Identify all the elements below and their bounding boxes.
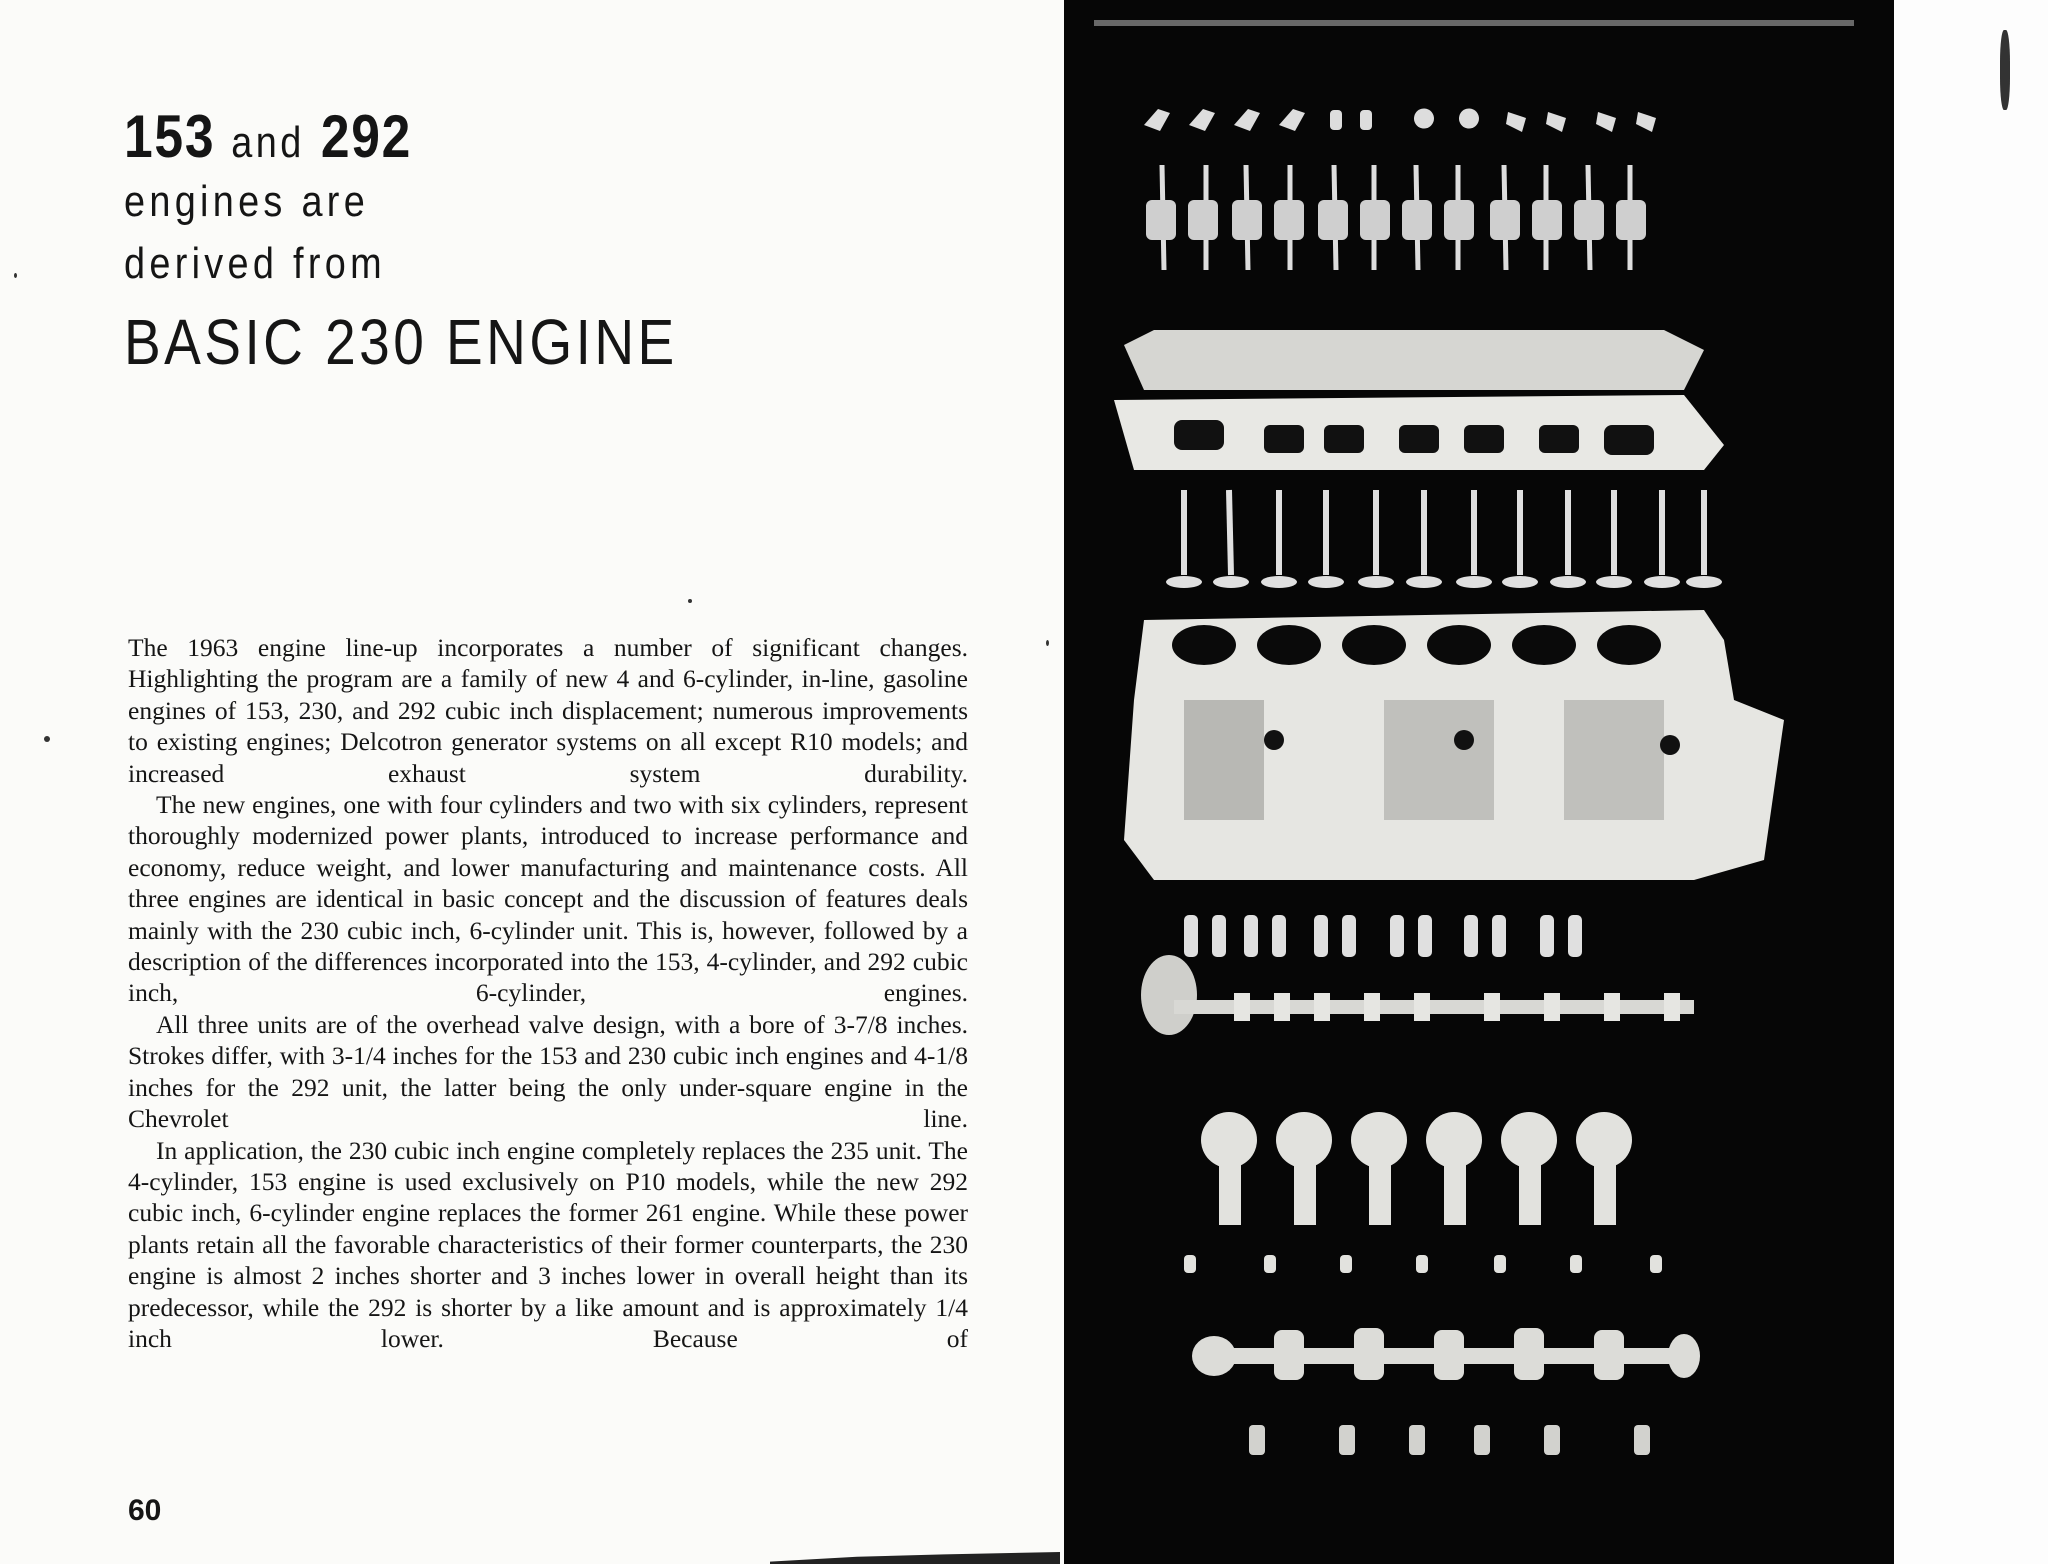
cylinder-head — [1114, 330, 1724, 470]
engine-parts-illustration — [1064, 0, 1894, 1564]
edge-mark — [2000, 30, 2010, 110]
print-speck — [14, 273, 17, 278]
exploded-engine-photo — [1064, 0, 1894, 1564]
page-number: 60 — [128, 1494, 162, 1527]
print-speck — [688, 599, 692, 603]
heading-line-3: derived from — [124, 239, 386, 288]
print-speck — [44, 736, 50, 742]
paragraph-1: The 1963 engine line-up incorporates a number of significant changes. Highlighting the program are a family of new 4 and 6-cylinder, in-line, gasoline engines of 153, 230, and 292 cubic inch displacement; numerous improvements to existing engines; Delcotron generator systems on all except R10 models; and increased exhaust system durability. — [128, 633, 968, 788]
paragraph-3: All three units are of the overhead valve design, with a bore of 3-7/8 inches. Strokes differ, with 3-1/4 inches for the 153 and 230 cubic inch engines and 4-1/8 inches for the 292 unit, the latter being the only under-square engine in the Chevrolet line. — [128, 1009, 968, 1134]
heading-and: and — [231, 118, 305, 167]
heading-line-2: engines are — [124, 177, 370, 226]
paragraph-2: The new engines, one with four cylinders and two with six cylinders, represent thoroughly modernized power plants, introduced to increase performance and economy, reduce weight, and lower manufacturing and maintenance costs. All three engines are identical in basic concept and the discussion of features deals mainly with the 230 cubic inch, 6-cylinder unit. This is, however, followed by a description of the differences incorporated into the 153, 4-cylinder, and 292 cubic inch, 6-cylinder, engines. — [128, 790, 968, 1008]
engine-block — [1124, 610, 1784, 880]
body-text — [128, 632, 968, 1354]
heading-line-4: BASIC 230 ENGINE — [124, 306, 678, 378]
print-speck — [1046, 640, 1049, 646]
heading-line-1 — [124, 102, 678, 171]
paragraph-4: In application, the 230 cubic inch engine completely replaces the 235 unit. The 4-cylinder, 153 engine is used exclusively on P10 models, while the new 292 cubic inch, 6-cylinder engine replaces the former 261 engine. While these power plants retain all the favorable characteristics of their former counterparts, the 230 engine is almost 2 inches shorter and 3 inches lower in overall height than its predecessor, while the 292 is shorter by a like amount and is approximately 1/4 inch lower. Because of — [128, 1135, 968, 1353]
heading-number-292: 292 — [320, 103, 413, 170]
heading-block — [124, 102, 768, 379]
heading-number-153: 153 — [124, 103, 216, 170]
